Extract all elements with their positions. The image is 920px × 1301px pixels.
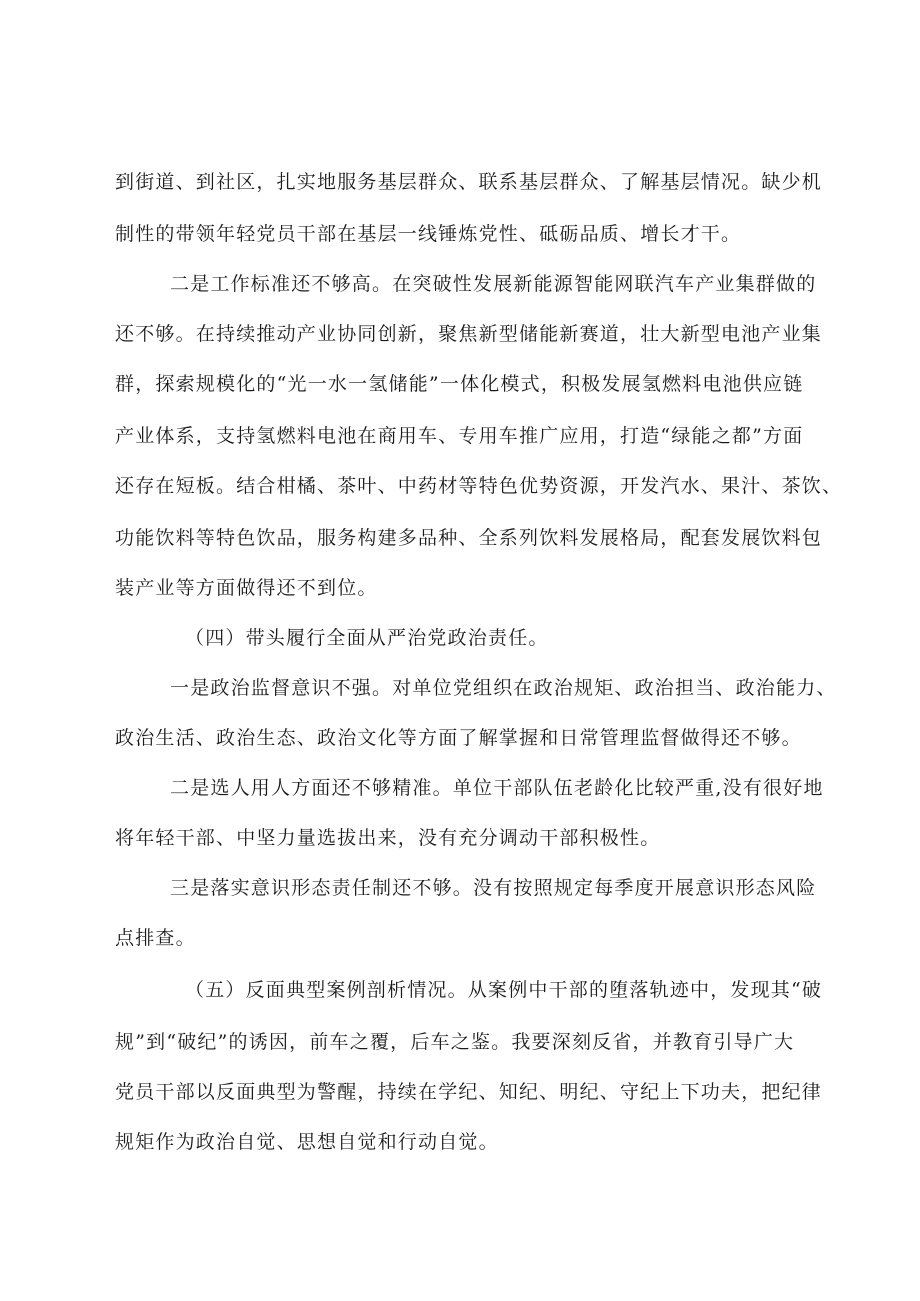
text-line: 将年轻干部、中坚力量选拔出来，没有充分调动干部积极性。 bbox=[115, 827, 661, 849]
text-line: 政治生活、政治生态、政治文化等方面了解掌握和日常管理监督做得还不够。 bbox=[115, 727, 802, 749]
text-line: 装产业等方面做得还不到位。 bbox=[115, 577, 378, 599]
text-line: 制性的带领年轻党员干部在基层一线锤炼党性、砥砺品质、增长才干。 bbox=[115, 223, 742, 245]
text-line: 点排查。 bbox=[115, 927, 196, 949]
text-line: 还不够。在持续推动产业协同创新，聚焦新型储能新赛道，壮大新型电池产业集 bbox=[115, 323, 823, 345]
text-line: 规矩作为政治自觉、思想自觉和行动自觉。 bbox=[115, 1131, 499, 1153]
text-line: 群，探索规模化的“光一水一氢储能”一体化模式，积极发展氢燃料电池供应链 bbox=[115, 373, 804, 395]
text-line: 党员干部以反面典型为警醒，持续在学纪、知纪、明纪、守纪上下功夫，把纪律 bbox=[115, 1081, 823, 1103]
text-line: 二是工作标准还不够高。在突破性发展新能源智能网联汽车产业集群做的 bbox=[170, 273, 817, 295]
section-heading: （四）带头履行全面从严治党政治责任。 bbox=[185, 627, 549, 649]
text-line: 规”到“破纪”的诱因，前车之覆，后车之鉴。我要深刻反省，并教育引导广大 bbox=[115, 1031, 795, 1053]
text-line: 到街道、到社区，扎实地服务基层群众、联系基层群众、了解基层情况。缺少机 bbox=[115, 171, 823, 193]
text-line: 一是政治监督意识不强。对单位党组织在政治规矩、政治担当、政治能力、 bbox=[170, 677, 837, 699]
section-heading: （五）反面典型案例剖析情况。从案例中干部的堕落轨迹中，发现其“破 bbox=[185, 979, 823, 1001]
text-line: 功能饮料等特色饮品，服务构建多品种、全系列饮料发展格局，配套发展饮料包 bbox=[115, 527, 823, 549]
text-line: 还存在短板。结合柑橘、茶叶、中药材等特色优势资源，开发汽水、果汁、茶饮、 bbox=[115, 475, 843, 497]
text-line: 产业体系，支持氢燃料电池在商用车、专用车推广应用，打造“绿能之都”方面 bbox=[115, 425, 804, 447]
text-line: 三是落实意识形态责任制还不够。没有按照规定每季度开展意识形态风险 bbox=[170, 877, 817, 899]
text-line: 二是选人用人方面还不够精准。单位干部队伍老龄化比较严重,没有很好地 bbox=[170, 777, 824, 799]
